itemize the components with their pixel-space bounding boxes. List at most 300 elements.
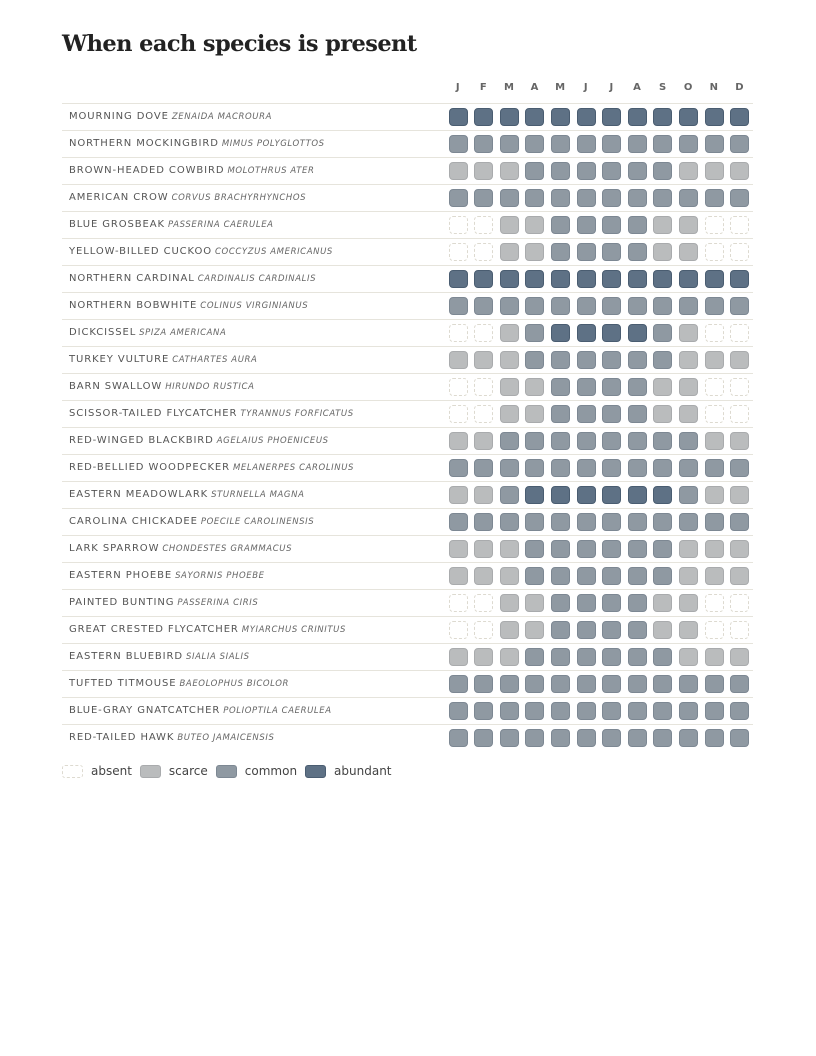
presence-cell-common (474, 513, 493, 531)
presence-cell-scarce (500, 648, 519, 666)
presence-cell-common (628, 675, 647, 693)
presence-cell-common (474, 297, 493, 315)
species-row (62, 157, 753, 184)
presence-cell-abundant (551, 324, 570, 342)
presence-cell-common (653, 459, 672, 477)
presence-cell-common (705, 675, 724, 693)
presence-cell-abundant (449, 270, 468, 288)
species-scientific-name: POECILE CAROLINENSIS (200, 517, 315, 527)
presence-cell-common (679, 432, 698, 450)
presence-cell-scarce (705, 162, 724, 180)
species-grid (62, 103, 753, 751)
presence-cell-common (730, 135, 749, 153)
presence-cell-scarce (500, 324, 519, 342)
presence-cell-scarce (474, 432, 493, 450)
presence-cell-common (653, 648, 672, 666)
presence-cell-common (602, 675, 621, 693)
presence-cell-scarce (653, 216, 672, 234)
presence-cell-common (525, 189, 544, 207)
presence-cell-absent (474, 405, 493, 423)
presence-cell-common (705, 513, 724, 531)
presence-cell-common (602, 243, 621, 261)
presence-cell-abundant (602, 108, 621, 126)
presence-cell-scarce (525, 594, 544, 612)
presence-cell-common (653, 432, 672, 450)
legend-item-abundant (305, 764, 391, 778)
species-row (62, 535, 753, 562)
presence-cell-common (679, 486, 698, 504)
presence-cell-scarce (730, 162, 749, 180)
presence-cell-common (577, 675, 596, 693)
presence-cell-abundant (730, 108, 749, 126)
presence-cell-common (525, 675, 544, 693)
presence-cell-common (628, 189, 647, 207)
species-common-name: PAINTED BUNTING (69, 597, 175, 608)
presence-cell-common (525, 702, 544, 720)
presence-cell-common (602, 297, 621, 315)
presence-cell-common (551, 243, 570, 261)
presence-cell-common (705, 729, 724, 747)
month-label: N (709, 82, 719, 93)
species-common-name: NORTHERN CARDINAL (69, 273, 195, 284)
presence-cell-scarce (730, 648, 749, 666)
species-scientific-name: STURNELLA MAGNA (211, 490, 305, 500)
presence-cell-common (653, 189, 672, 207)
species-label (69, 671, 289, 697)
species-row (62, 238, 753, 265)
presence-cell-common (525, 648, 544, 666)
legend-label: absent (91, 764, 132, 778)
presence-cell-common (653, 297, 672, 315)
species-common-name: MOURNING DOVE (69, 111, 169, 122)
presence-cell-scarce (730, 432, 749, 450)
presence-cell-scarce (500, 405, 519, 423)
presence-cell-abundant (705, 108, 724, 126)
presence-cell-common (551, 459, 570, 477)
presence-cell-scarce (730, 351, 749, 369)
presence-cell-common (628, 351, 647, 369)
presence-cell-scarce (449, 162, 468, 180)
presence-cell-absent (449, 243, 468, 261)
species-common-name: CAROLINA CHICKADEE (69, 516, 198, 527)
species-scientific-name: HIRUNDO RUSTICA (165, 382, 255, 392)
species-row (62, 508, 753, 535)
presence-cell-scarce (705, 486, 724, 504)
presence-cell-scarce (730, 567, 749, 585)
presence-cell-common (730, 459, 749, 477)
presence-cell-common (628, 702, 647, 720)
species-row (62, 265, 753, 292)
species-label (69, 428, 329, 454)
species-row (62, 724, 753, 751)
presence-cell-scarce (500, 162, 519, 180)
presence-cell-absent (474, 378, 493, 396)
presence-cell-common (653, 729, 672, 747)
species-scientific-name: COLINUS VIRGINIANUS (200, 301, 309, 311)
presence-cell-abundant (474, 108, 493, 126)
presence-cell-common (577, 540, 596, 558)
presence-cell-scarce (449, 648, 468, 666)
species-label (69, 482, 304, 508)
presence-cell-scarce (474, 162, 493, 180)
species-scientific-name: BUTEO JAMAICENSIS (177, 733, 275, 743)
legend (62, 763, 400, 779)
month-label: F (479, 82, 488, 93)
presence-cell-scarce (653, 405, 672, 423)
presence-cell-abundant (525, 108, 544, 126)
presence-cell-common (730, 675, 749, 693)
presence-cell-absent (449, 405, 468, 423)
presence-cell-common (602, 702, 621, 720)
presence-cell-common (577, 297, 596, 315)
month-label: J (455, 82, 461, 93)
month-label: A (530, 82, 539, 93)
presence-cell-absent (730, 216, 749, 234)
presence-cell-scarce (653, 594, 672, 612)
presence-cell-common (500, 513, 519, 531)
presence-cell-common (525, 297, 544, 315)
presence-cell-common (577, 135, 596, 153)
presence-cell-common (449, 189, 468, 207)
presence-cell-common (577, 216, 596, 234)
presence-cell-absent (474, 594, 493, 612)
species-common-name: BLUE GROSBEAK (69, 219, 165, 230)
presence-cell-scarce (449, 486, 468, 504)
species-row (62, 346, 753, 373)
presence-cell-common (602, 540, 621, 558)
presence-cell-abundant (679, 270, 698, 288)
species-label (69, 266, 316, 292)
presence-cell-abundant (551, 270, 570, 288)
presence-cell-common (628, 567, 647, 585)
presence-cell-common (474, 729, 493, 747)
species-row (62, 184, 753, 211)
month-axis (0, 82, 816, 98)
species-label (69, 401, 354, 427)
presence-cell-abundant (474, 270, 493, 288)
species-label (69, 185, 306, 211)
presence-cell-common (602, 648, 621, 666)
presence-cell-common (705, 702, 724, 720)
species-scientific-name: PASSERINA CAERULEA (167, 220, 274, 230)
presence-cell-scarce (730, 486, 749, 504)
presence-cell-common (602, 216, 621, 234)
presence-cell-scarce (525, 621, 544, 639)
presence-cell-common (474, 702, 493, 720)
presence-cell-scarce (679, 594, 698, 612)
presence-cell-common (551, 162, 570, 180)
presence-cell-absent (730, 621, 749, 639)
legend-swatch (305, 765, 326, 778)
presence-cell-common (602, 162, 621, 180)
presence-cell-common (577, 513, 596, 531)
presence-cell-common (653, 540, 672, 558)
species-label (69, 617, 346, 643)
species-row (62, 292, 753, 319)
presence-cell-common (628, 594, 647, 612)
presence-cell-common (628, 459, 647, 477)
presence-cell-common (653, 675, 672, 693)
presence-cell-common (525, 567, 544, 585)
presence-cell-scarce (449, 432, 468, 450)
presence-cell-common (730, 513, 749, 531)
presence-cell-abundant (577, 486, 596, 504)
presence-cell-common (449, 297, 468, 315)
presence-cell-common (628, 297, 647, 315)
presence-cell-common (551, 378, 570, 396)
presence-cell-common (653, 324, 672, 342)
presence-cell-common (602, 729, 621, 747)
presence-cell-common (577, 594, 596, 612)
presence-cell-absent (730, 378, 749, 396)
species-row (62, 481, 753, 508)
species-scientific-name: SAYORNIS PHOEBE (175, 571, 265, 581)
presence-cell-common (449, 135, 468, 153)
species-label (69, 212, 274, 238)
presence-cell-common (500, 135, 519, 153)
presence-cell-scarce (679, 540, 698, 558)
presence-cell-common (628, 135, 647, 153)
presence-cell-common (602, 513, 621, 531)
presence-cell-common (551, 432, 570, 450)
presence-cell-common (705, 459, 724, 477)
presence-cell-absent (705, 378, 724, 396)
chart-title: When each species is present (62, 31, 417, 57)
presence-cell-common (628, 648, 647, 666)
presence-cell-absent (705, 324, 724, 342)
presence-cell-absent (449, 378, 468, 396)
presence-cell-common (679, 702, 698, 720)
species-common-name: RED-BELLIED WOODPECKER (69, 462, 230, 473)
presence-cell-common (449, 675, 468, 693)
presence-cell-scarce (705, 432, 724, 450)
presence-cell-common (730, 297, 749, 315)
species-common-name: GREAT CRESTED FLYCATCHER (69, 624, 239, 635)
presence-cell-common (551, 702, 570, 720)
presence-cell-abundant (525, 486, 544, 504)
species-row (62, 454, 753, 481)
presence-cell-common (602, 567, 621, 585)
species-row (62, 589, 753, 616)
presence-cell-common (577, 567, 596, 585)
species-label (69, 644, 250, 670)
legend-swatch (216, 765, 237, 778)
species-common-name: YELLOW-BILLED CUCKOO (69, 246, 213, 257)
species-row (62, 373, 753, 400)
presence-cell-scarce (525, 243, 544, 261)
month-label: J (609, 82, 614, 93)
presence-cell-common (577, 162, 596, 180)
presence-cell-abundant (628, 324, 647, 342)
presence-cell-common (449, 702, 468, 720)
month-label: S (658, 82, 667, 93)
species-row (62, 697, 753, 724)
species-common-name: TUFTED TITMOUSE (69, 678, 177, 689)
presence-cell-scarce (500, 378, 519, 396)
presence-cell-common (474, 135, 493, 153)
species-label (69, 131, 325, 157)
species-common-name: TURKEY VULTURE (69, 354, 170, 365)
legend-label: scarce (168, 764, 208, 778)
species-scientific-name: MOLOTHRUS ATER (227, 166, 315, 176)
presence-cell-abundant (653, 486, 672, 504)
presence-cell-common (628, 729, 647, 747)
presence-cell-abundant (628, 108, 647, 126)
presence-cell-common (730, 702, 749, 720)
presence-cell-scarce (653, 243, 672, 261)
species-scientific-name: CATHARTES AURA (172, 355, 258, 365)
presence-cell-common (500, 189, 519, 207)
presence-cell-common (551, 648, 570, 666)
presence-cell-scarce (653, 621, 672, 639)
presence-cell-common (449, 729, 468, 747)
species-label (69, 590, 258, 616)
presence-cell-common (628, 378, 647, 396)
presence-cell-common (602, 351, 621, 369)
presence-cell-common (628, 243, 647, 261)
presence-cell-scarce (679, 216, 698, 234)
presence-cell-common (653, 702, 672, 720)
species-common-name: BLUE-GRAY GNATCATCHER (69, 705, 221, 716)
presence-cell-common (577, 621, 596, 639)
species-label (69, 509, 314, 535)
presence-cell-common (577, 378, 596, 396)
presence-cell-common (577, 405, 596, 423)
presence-cell-common (551, 351, 570, 369)
presence-cell-absent (705, 243, 724, 261)
species-row (62, 319, 753, 346)
presence-cell-scarce (705, 351, 724, 369)
presence-cell-scarce (474, 648, 493, 666)
presence-cell-scarce (474, 351, 493, 369)
presence-cell-common (551, 675, 570, 693)
presence-cell-common (628, 621, 647, 639)
presence-cell-common (602, 432, 621, 450)
species-scientific-name: SIALIA SIALIS (185, 652, 250, 662)
presence-cell-scarce (500, 216, 519, 234)
presence-cell-common (500, 675, 519, 693)
presence-cell-abundant (551, 486, 570, 504)
species-scientific-name: COCCYZUS AMERICANUS (215, 247, 333, 257)
presence-cell-absent (705, 216, 724, 234)
presence-cell-common (500, 702, 519, 720)
species-common-name: AMERICAN CROW (69, 192, 169, 203)
presence-cell-abundant (628, 486, 647, 504)
presence-cell-scarce (474, 486, 493, 504)
presence-cell-common (653, 351, 672, 369)
presence-cell-common (679, 189, 698, 207)
presence-cell-scarce (705, 567, 724, 585)
species-row (62, 103, 753, 130)
presence-cell-common (628, 432, 647, 450)
presence-cell-common (449, 459, 468, 477)
presence-cell-abundant (679, 108, 698, 126)
presence-cell-scarce (653, 378, 672, 396)
presence-cell-common (577, 459, 596, 477)
presence-cell-common (525, 459, 544, 477)
presence-cell-common (500, 432, 519, 450)
presence-cell-common (525, 513, 544, 531)
presence-cell-scarce (500, 243, 519, 261)
legend-label: common (244, 764, 298, 778)
presence-cell-scarce (679, 243, 698, 261)
presence-cell-common (602, 189, 621, 207)
presence-cell-common (653, 567, 672, 585)
presence-cell-scarce (449, 540, 468, 558)
presence-cell-common (525, 324, 544, 342)
presence-cell-abundant (551, 108, 570, 126)
presence-cell-abundant (500, 108, 519, 126)
presence-cell-common (474, 189, 493, 207)
presence-cell-scarce (679, 405, 698, 423)
presence-cell-scarce (679, 621, 698, 639)
presence-cell-common (551, 135, 570, 153)
presence-cell-common (577, 432, 596, 450)
presence-cell-common (525, 135, 544, 153)
species-scientific-name: ZENAIDA MACROURA (171, 112, 273, 122)
presence-cell-common (602, 135, 621, 153)
species-common-name: DICKCISSEL (69, 327, 137, 338)
month-label: A (633, 82, 642, 93)
species-row (62, 400, 753, 427)
species-label (69, 455, 354, 481)
species-row (62, 211, 753, 238)
presence-cell-common (500, 486, 519, 504)
presence-cell-abundant (602, 486, 621, 504)
species-scientific-name: CARDINALIS CARDINALIS (197, 274, 317, 284)
species-scientific-name: MELANERPES CAROLINUS (232, 463, 355, 473)
presence-cell-abundant (449, 108, 468, 126)
species-common-name: LARK SPARROW (69, 543, 160, 554)
presence-cell-absent (474, 324, 493, 342)
presence-cell-abundant (602, 270, 621, 288)
presence-cell-absent (474, 621, 493, 639)
presence-cell-common (653, 162, 672, 180)
presence-cell-scarce (500, 594, 519, 612)
species-common-name: RED-TAILED HAWK (69, 732, 175, 743)
presence-cell-absent (474, 243, 493, 261)
presence-cell-absent (705, 621, 724, 639)
presence-cell-absent (705, 594, 724, 612)
species-scientific-name: AGELAIUS PHOENICEUS (216, 436, 329, 446)
presence-cell-abundant (577, 324, 596, 342)
species-common-name: RED-WINGED BLACKBIRD (69, 435, 214, 446)
species-label (69, 347, 257, 373)
presence-cell-common (577, 189, 596, 207)
species-row (62, 643, 753, 670)
species-row (62, 427, 753, 454)
species-label (69, 725, 274, 751)
presence-cell-scarce (474, 540, 493, 558)
species-common-name: BROWN-HEADED COWBIRD (69, 165, 225, 176)
presence-cell-absent (449, 594, 468, 612)
presence-cell-common (551, 540, 570, 558)
presence-cell-abundant (577, 270, 596, 288)
presence-cell-common (551, 297, 570, 315)
presence-cell-common (602, 378, 621, 396)
presence-cell-common (551, 567, 570, 585)
species-common-name: SCISSOR-TAILED FLYCATCHER (69, 408, 238, 419)
species-label (69, 698, 332, 724)
presence-cell-common (602, 594, 621, 612)
presence-cell-scarce (679, 162, 698, 180)
presence-cell-common (679, 135, 698, 153)
presence-cell-common (577, 729, 596, 747)
presence-cell-common (730, 729, 749, 747)
presence-cell-common (577, 702, 596, 720)
species-scientific-name: PASSERINA CIRIS (177, 598, 259, 608)
month-label: J (583, 82, 589, 93)
